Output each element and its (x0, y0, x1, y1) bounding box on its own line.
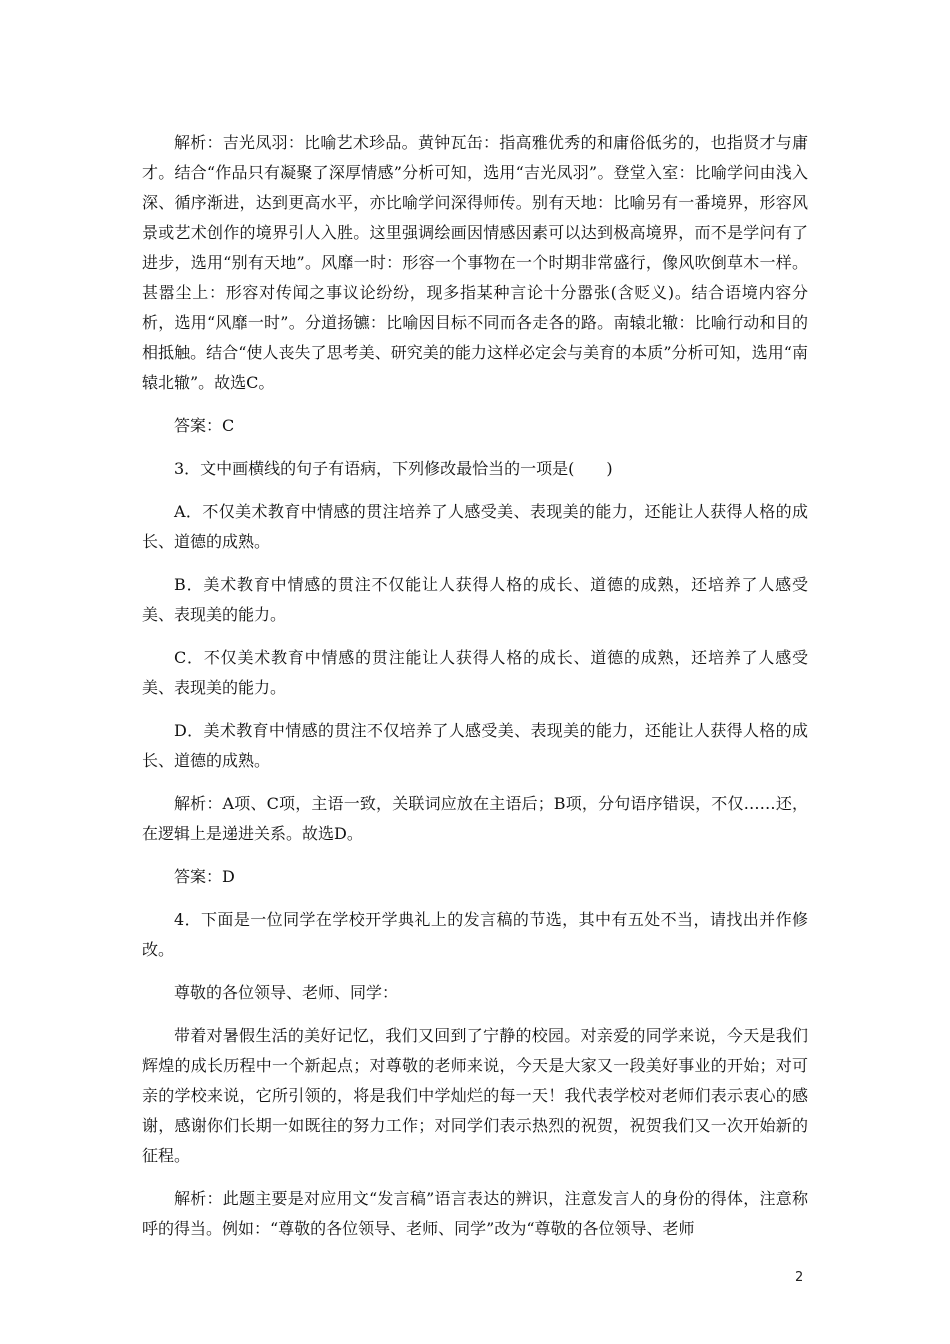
analysis-q3: 解析：A项、C项，主语一致，关联词应放在主语后；B项，分句语序错误，不仅……还，在逻辑上是递进关系。故选D。 (142, 794, 808, 843)
speech-salutation: 尊敬的各位领导、老师、同学： (174, 983, 399, 1002)
page-number: 2 (795, 1270, 804, 1285)
analysis-q4: 解析：此题主要是对应用文“发言稿”语言表达的辨识，注意发言人的身份的得体，注意称呼的得当。例如：“尊敬的各位领导、老师、同学”改为“尊敬的各位领导、老师 (142, 1189, 808, 1238)
option-c: C．不仅美术教育中情感的贯注能让人获得人格的成长、道德的成熟，还培养了人感受美、表现美的能力。 (142, 648, 808, 697)
answer-q3: 答案：D (174, 867, 235, 886)
question-3: 3．文中画横线的句子有语病，下列修改最恰当的一项是( ) (174, 459, 613, 478)
page-body (142, 128, 808, 1244)
answer-q2: 答案：C (174, 416, 235, 435)
speech-body: 带着对暑假生活的美好记忆，我们又回到了宁静的校园。对亲爱的同学来说，今天是我们辉煌的成长历程中一个新起点；对尊敬的老师来说，今天是大家又一段美好事业的开始；对可亲的学校来说，它所引领的，将是我们中学灿烂的每一天！我代表学校对老师们表示衷心的感谢，感谢你们长期一如既往的努力工作；对同学们表示热烈的祝贺，祝贺我们又一次开始新的征程。 (142, 1026, 808, 1165)
option-a: A．不仅美术教育中情感的贯注培养了人感受美、表现美的能力，还能让人获得人格的成长、道德的成熟。 (142, 502, 808, 551)
option-b: B．美术教育中情感的贯注不仅能让人获得人格的成长、道德的成熟，还培养了人感受美、表现美的能力。 (142, 575, 808, 624)
option-d: D．美术教育中情感的贯注不仅培养了人感受美、表现美的能力，还能让人获得人格的成长、道德的成熟。 (142, 721, 808, 770)
question-4: 4．下面是一位同学在学校开学典礼上的发言稿的节选，其中有五处不当，请找出并作修改。 (142, 910, 808, 959)
analysis-q2: 解析：吉光凤羽：比喻艺术珍品。黄钟瓦缶：指高雅优秀的和庸俗低劣的，也指贤才与庸才。结合“作品只有凝聚了深厚情感”分析可知，选用“吉光凤羽”。登堂入室：比喻学问由浅入深、循序渐进，达到更高水平，亦比喻学问深得师传。别有天地：比喻另有一番境界，形容风景或艺术创作的境界引人入胜。这里强调绘画因情感因素可以达到极高境界，而不是学问有了进步，选用“别有天地”。风靡一时：形容一个事物在一个时期非常盛行，像风吹倒草木一样。甚嚣尘上：形容对传闻之事议论纷纷，现多指某种言论十分嚣张(含贬义)。结合语境内容分析，选用“风靡一时”。分道扬镳：比喻因目标不同而各走各的路。南辕北辙：比喻行动和目的相抵触。结合“使人丧失了思考美、研究美的能力这样必定会与美育的本质”分析可知，选用“南辕北辙”。故选C。 (142, 133, 808, 392)
